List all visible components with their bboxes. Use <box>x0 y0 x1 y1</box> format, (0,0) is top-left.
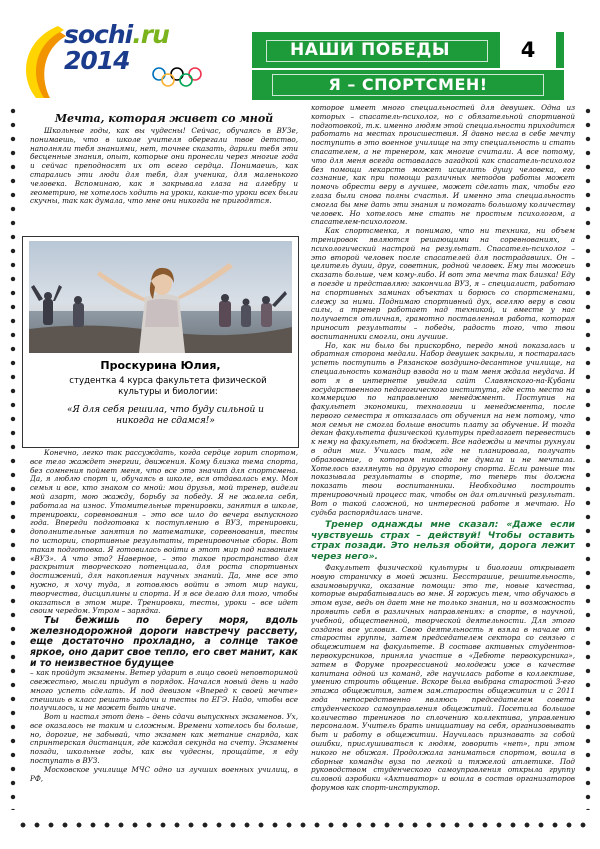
student-photo <box>29 241 292 353</box>
photo-caption-name: Проскурина Юлия, <box>100 359 221 372</box>
page-header <box>0 0 600 100</box>
left-column-top <box>30 112 298 240</box>
left-column-bottom <box>30 449 298 811</box>
paragraph: Факультет физической культуры и биологии открывает новую страничку в моей жизни. Бесстрашие, решительность, взаимовыручка, оказание помощи: это те, новые качества, которые вырабатывались во мне. Я горжусь тем, что обучаюсь в этом вузе, ведь он дает мне не только знания, но и возможность проявить себя в различных направлениях: в спорте, в научной, учебной, общественной, творческой деятельности. Для этого созданы все условия. Свою деятельность я взяла в начале от старосты группы, затем председателем сектора со связью с общежитием на факультете. В составе активных студентов-первокурсников, приняла участие в «Дебюте первокурсника», затем в Форуме прогрессивной молодежи уже в качестве капитана одной из команд, где научилась работе в коллективе, умению строить общение. Вскоре была выбрана старостой 3-его этажа общежития, затем зам.старосты общежития и с 2011 года непосредственно являюсь председателем совета студенческого самоуправления общежитий. Посетила большое количество тренингов по сплочению коллектива, управлению персоналом. Учитель брать инициативу на себя, организовывать быт и работу в общежитии. Научилась признавать за собой ошибки, прислушиваться к людям, говорить «нет», при этом никого не обижая. Продолжала заниматься спортом, вошла в сборные команды вуза по легкой и тяжелой атлетике. Под руководством студенческого самоуправления открыла группу силовой аэробики «Активатор» и вошла в состав организаторов форумов как спорт-инструктор. <box>311 563 575 792</box>
paragraph: Конечно, легко так рассуждать, когда сердце горит спортом, все тело жаждет энергии, движения. Кому близка тема спорта, без сомнения поймет меня, что все это значит для спортсмена. Да, я люблю спорт и, обучаясь в школе, вся отдавалась ему. Моя семья и все, кто знаком со мной: мои друзья, мой тренер, видели мой азарт, мою жажду, борьбу за победу. Я не жалела себя, работала на износ. Утомительные тренировки, занятия в школе, тренировки, соревнования – это все шло до вечера выпускного года. Впереди подготовка к поступлению в ВУЗ, тренировки, дополнительные занятия по математике, соревнования, тесты по истории, спортивные результаты, тренировочные сборы. Вот такая подготовка. Я готовилась войти в этот мир под названием «ВУЗ». А что это? Наверное, – это такое пространство для раскрытия творческого потенциала, для роста спортивных достижений, для накопления научных знаний. Да, мне все это нужно, я хочу туда, я готовлюсь войти в этот мир науки, творчества, дисциплины и спорта. И я все делаю для того, чтобы оказаться в этом мире. Тренировки, тесты, уроки – все идет своим чередом. Утром – зарядка. <box>30 449 298 616</box>
dotted-border-bottom <box>16 820 586 830</box>
paragraph: Вот и настал этот день – день сдачи выпускных экзаменов. Ух, все оказалось не таким и сложным. Времени хотелось бы больше, но, дорогие, не забывай, что экзамен как метание снаряда, как спринтерская дистанция, где каждая секунда на счету. Экзамены позади, школьные годы, как вы чудесны, прощайте, я еду поступать в ВУЗ. <box>30 712 298 766</box>
paragraph: Школьные годы, как вы чудесны! Сейчас, обучаясь в ВУЗе, понимаешь, что в школе учителя оберегали твое детство, наполняли тебя знаниями, нет, точнее сказать, дарили тебя эти бесценные знания, опыт, которые они пронесли через многие года и сейчас преподносят их от всего сердца. Понимаешь, как старались эти люди для тебя, для ученика, для маленького человека. Вспоминаю, как я закрывала глаза на алгебру и геометрию, не хотелось ходить на уроки, какие-то уроки всех были скучны, так как думала, что мне они никогда не пригодятся. <box>30 126 298 206</box>
right-column <box>311 104 575 814</box>
subsection-banner <box>252 70 564 100</box>
paragraph: Как спортсменка, я понимаю, что ни техника, ни объем тренировок являются решающими на соревнованиях, а психологический настрой на результат. Спасатель-психолог – это второй человек после спасателей для пострадавших. Он – целитель души, друг, советник, родной человек. Ему ты можешь сказать больше, чем кому-либо. И вот эта мечта так близка! Еду в поезде и представляю: закончила ВУЗ, я – специалист, работаю на спортивных заминах объектах и борюсь со спортсменами, слежу за ними. Поднимаю спортивный дух, вселяю веру в свои силы, а тренер работает над техникой, и вместе у нас получается отличная, грамотно поставленная работа, которая приносит результаты – победы, радость того, что твои воспитанники смогли, они лучшие. <box>311 226 575 341</box>
paragraph: – как пройдут экзамены. Ветер ударит в лицо своей неповторимой свежестью, мысли придут в порядок. Начался новый день и надо много успеть сделать. И под девизом «Вперед к своей мечте» спешишь в класс решать задачи и тесты по ЕГЭ. Надо, чтобы все получилось, и не может быть иначе. <box>30 668 298 713</box>
paragraph: Но, как ни было бы прискорбно, передо мной показалась и обратная сторона медали. Набор девушек закрыли, я постаралась успеть поступить в Рязанское воздушно-десантное училище, на специальность командир взвода но и там меня ждала неудача. И вот я в интернете увидела сайт Славянского-на-Кубани государственного педагогического института, где есть место на коммерцию по направлению менеджмент. Поступив на факультет экономики, технологии и менеджмента, после первого семестра я отказалась от обучения на нем потому, что моя семья не смогла больше вносить плату за обучение. И тогда декан факультета физической культуры предлагает перевестись к нему на факультет, на бюджет. Все надежды и мечты рухнули в один миг. Училась там, где не планировала, получать образование, о котором никогда не думала и не мечтала. Хотелось взглянуть на другую сторону спорта. Если раньше ты показывала результаты в спорте, то теперь ты должна показать твои воспитанники. Необходимо построить тренировочный процесс так, чтобы он дал отличный результат. Вот о такой сложной, но интересной работе я мечтаю. Но судьба распорядилась иначе. <box>311 340 575 517</box>
olympic-rings-icon <box>150 66 206 88</box>
logo-line-1: sochi.ru <box>64 20 169 49</box>
article-title: Мечта, которая живет со мной <box>54 112 274 125</box>
paragraph: Московское училище МЧС одно из лучших военных училищ, в РФ, <box>30 764 298 783</box>
dotted-border-left <box>9 104 17 810</box>
page-number: 4 <box>500 32 556 68</box>
beach-photo-image <box>29 241 292 353</box>
photo-caption-role: студентка 4 курса факультета физической культуры и биологии: <box>69 376 267 397</box>
logo-line-2: 2014 <box>64 46 130 75</box>
section-banner <box>252 32 564 68</box>
subsection-title: Я – СПОРТСМЕН! <box>328 75 488 94</box>
sochi-2014-logo <box>14 20 214 100</box>
coach-quote: Тренер однажды мне сказал: «Даже если чувствуешь страх – действуй! Чтобы оставить страх позади. Это нельзя обойти, дорога лежит через него». <box>311 519 575 562</box>
dotted-border-right <box>584 104 592 810</box>
paragraph: которое имеет много специальностей для девушек. Одна из которых – спасатель-психолог, но с обязательной спортивной подготовкой, т.к. именно людям этой специальности приходится работать на местах происшествия. Я давно несла в себе мечту поступить в это военное училище на эту специальность и стать спасателем, а не тренером, как многие считали. А все потому, что для меня всегда оставалась загадкой как спасатель-психолог без помощи лекарств может исцелить душу человека, его сознание, как при помощи различных методов работы может помочь обрести веру в лучшее, может сделать так, чтобы его глаза были снова полны счастья. И именно эта специальность смогла бы мне дать эти знания и помогать большому количеству человек. Но хотелось мне стать не простым психологом, а спасателем-психологом. <box>311 104 575 227</box>
highlighted-quote: Ты бежишь по берегу моря, вдоль железнодорожной дороги навстречу рассвету, еще достаточно прохладно, а солнце такое яркое, оно дарит свое тепло, его свет манит, как и то неизвестное будущее <box>30 615 298 669</box>
section-title: НАШИ ПОБЕДЫ <box>289 40 451 60</box>
photo-caption-quote: «Я для себя решила, что буду сильной и никогда не сдамся!» <box>67 405 264 426</box>
photo-block <box>22 236 299 448</box>
